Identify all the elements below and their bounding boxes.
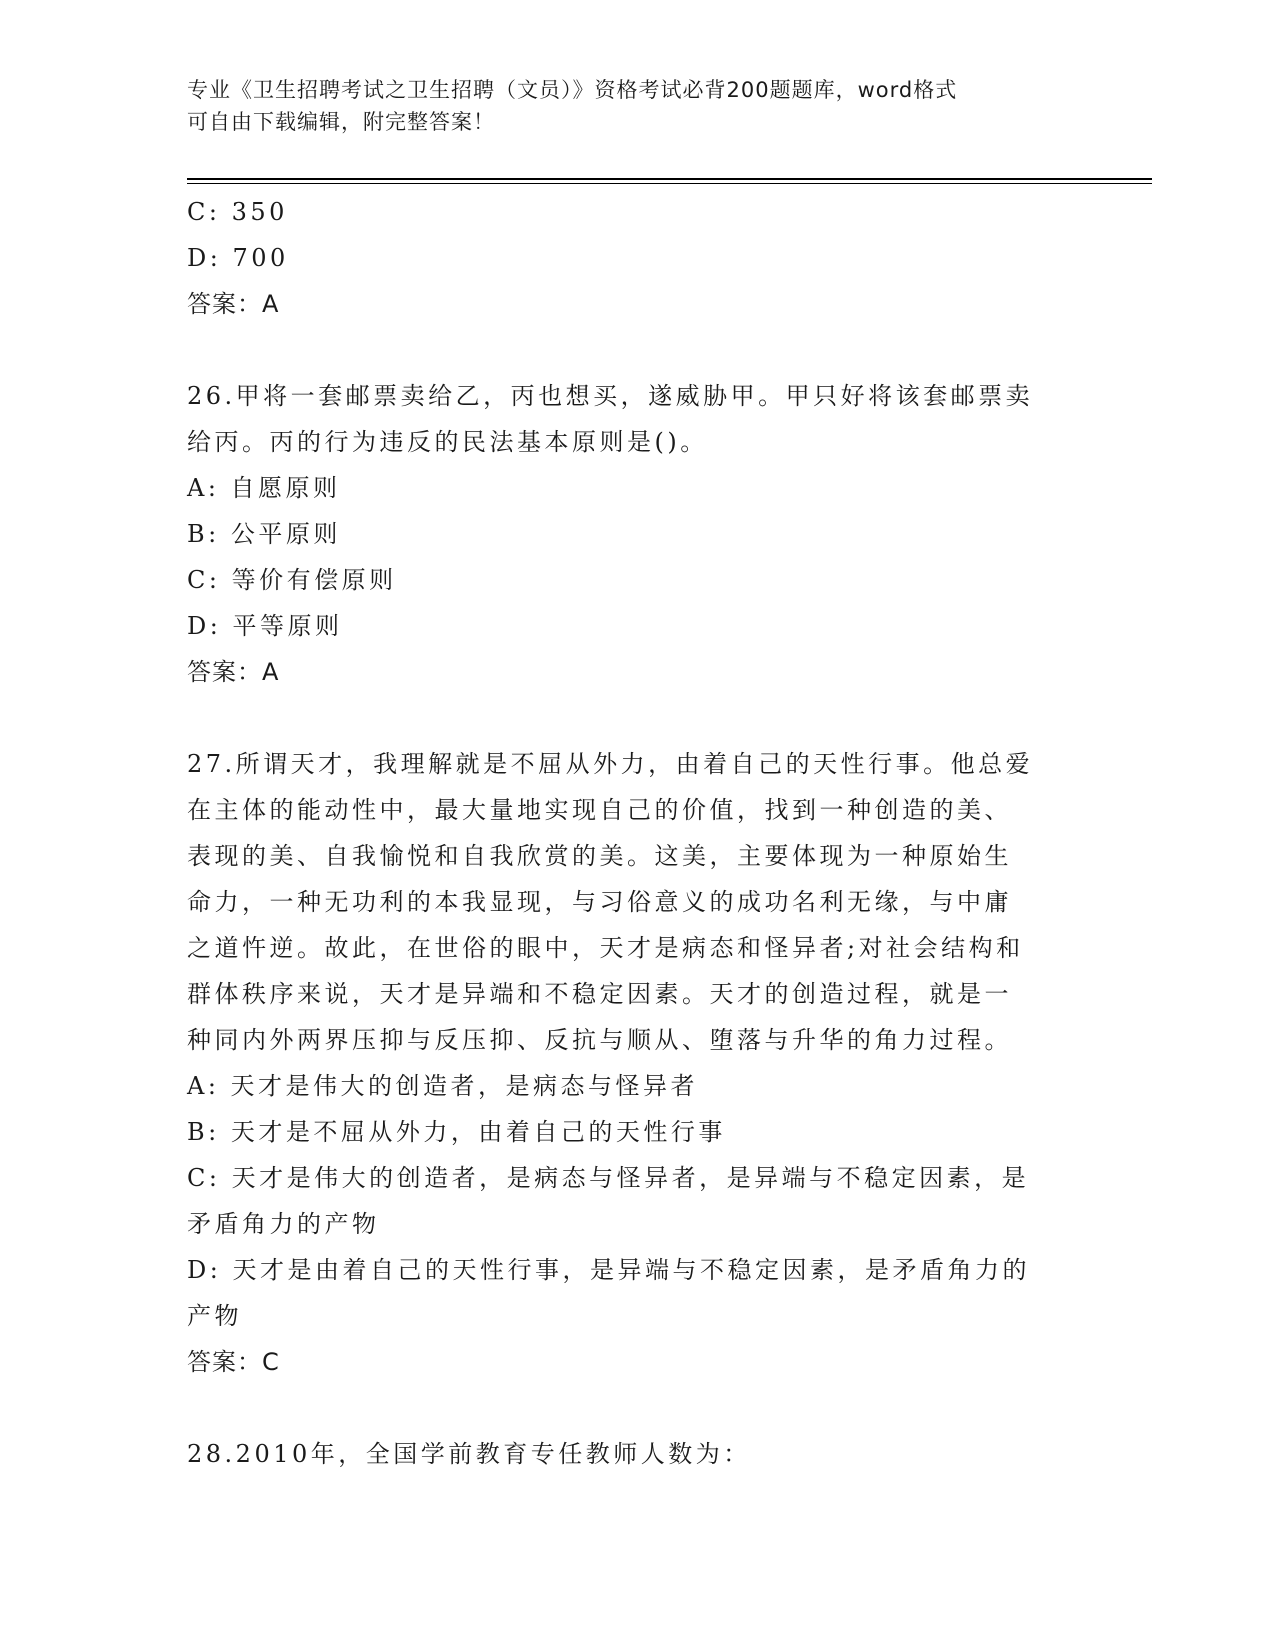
header-rule-thin [187, 183, 1152, 184]
q27-option-a: A: 天才是伟大的创造者，是病态与怪异者 [187, 1072, 699, 1100]
question-28 [187, 1431, 1087, 1477]
page-header [187, 74, 1067, 138]
document-body [187, 189, 1087, 1477]
question-25 [187, 189, 1087, 327]
q27-stem-line-3: 表现的美、自我愉悦和自我欣赏的美。这美，主要体现为一种原始生 [187, 842, 1012, 870]
q27-option-b: B: 天才是不屈从外力，由着自己的天性行事 [187, 1118, 726, 1146]
question-26 [187, 373, 1087, 695]
q26-option-a: A: 自愿原则 [187, 474, 341, 502]
header-rule-thick [187, 178, 1152, 180]
q26-answer: 答案：A [187, 658, 280, 686]
spacer [187, 1385, 1087, 1431]
q26-stem-line-1: 26.甲将一套邮票卖给乙，丙也想买，遂威胁甲。甲只好将该套邮票卖 [187, 382, 1034, 410]
q27-stem-line-4: 命力，一种无功利的本我显现，与习俗意义的成功名利无缘，与中庸 [187, 888, 1012, 916]
q28-stem-line-1: 28.2010年，全国学前教育专任教师人数为： [187, 1440, 751, 1468]
q25-option-d: D: 700 [187, 244, 289, 272]
q27-option-d-line-2: 产物 [187, 1302, 242, 1330]
header-line-2: 可自由下载编辑，附完整答案！ [187, 110, 495, 134]
q26-stem-line-2: 给丙。丙的行为违反的民法基本原则是()。 [187, 428, 708, 456]
q25-option-c: C: 350 [187, 198, 288, 226]
q27-stem-line-7: 种同内外两界压抑与反压抑、反抗与顺从、堕落与升华的角力过程。 [187, 1026, 1012, 1054]
q27-stem-line-6: 群体秩序来说，天才是异端和不稳定因素。天才的创造过程，就是一 [187, 980, 1012, 1008]
q27-answer: 答案：C [187, 1348, 280, 1376]
spacer [187, 327, 1087, 373]
q26-option-b: B: 公平原则 [187, 520, 341, 548]
q27-stem-line-2: 在主体的能动性中，最大量地实现自己的价值，找到一种创造的美、 [187, 796, 1012, 824]
q26-option-d: D: 平等原则 [187, 612, 343, 640]
q27-option-c-line-2: 矛盾角力的产物 [187, 1210, 380, 1238]
header-line-1: 专业《卫生招聘考试之卫生招聘（文员）》资格考试必背200题题库，word格式 [187, 78, 958, 102]
q27-option-c-line-1: C: 天才是伟大的创造者，是病态与怪异者，是异端与不稳定因素，是 [187, 1164, 1030, 1192]
q27-option-d-line-1: D: 天才是由着自己的天性行事，是异端与不稳定因素，是矛盾角力的 [187, 1256, 1030, 1284]
spacer [187, 695, 1087, 741]
q27-stem-line-1: 27.所谓天才，我理解就是不屈从外力，由着自己的天性行事。他总爱 [187, 750, 1034, 778]
question-27 [187, 741, 1087, 1385]
q26-option-c: C: 等价有偿原则 [187, 566, 397, 594]
q27-stem-line-5: 之道忤逆。故此，在世俗的眼中，天才是病态和怪异者;对社会结构和 [187, 934, 1024, 962]
q25-answer: 答案：A [187, 290, 280, 318]
